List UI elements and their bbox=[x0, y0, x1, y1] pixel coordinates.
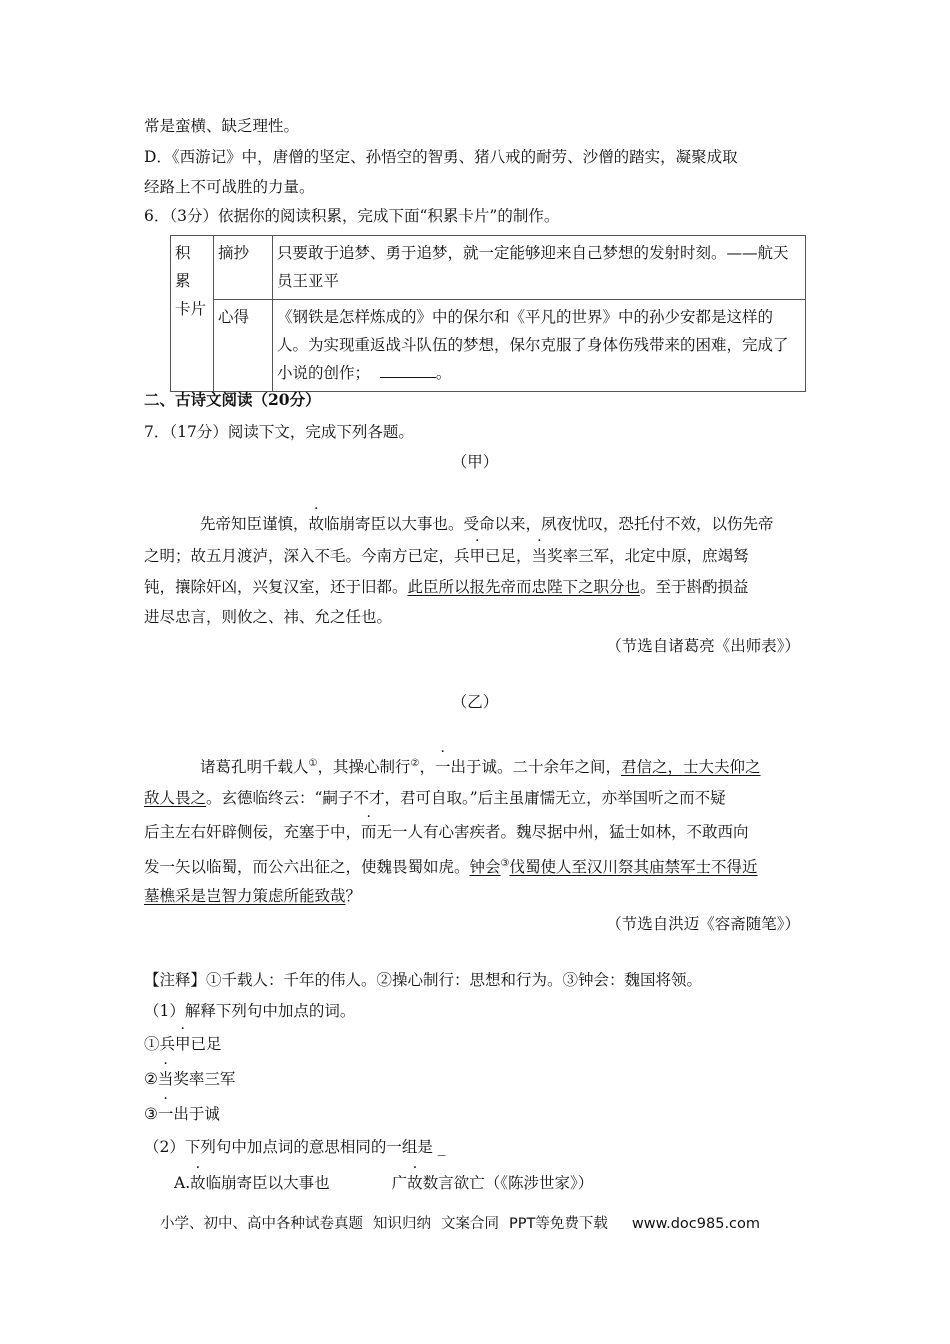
accumulation-card bbox=[170, 235, 806, 392]
passage-yi-line2: 敌人畏之。玄德临终云：“嗣子不才，君可自取。”后主虽庸懦无立，亦举国听之而不疑 bbox=[144, 789, 726, 807]
passage-jia-title: （甲） bbox=[451, 453, 499, 471]
card-excerpt-text: 只要敢于追梦、勇于追梦，就一定能够迎来自己梦想的发射时刻。——航天员王亚平 bbox=[273, 236, 806, 300]
subquestion-1-item1: ①兵甲已足 bbox=[144, 1035, 222, 1053]
subquestion-1-item3: ③一出于诚 bbox=[144, 1105, 220, 1123]
notes: 【注释】①千载人：千年的伟人。②操心制行：思想和行为。③钟会：魏国将领。 bbox=[144, 971, 703, 989]
question-7: 7．（17分）阅读下文，完成下列各题。 bbox=[144, 423, 414, 441]
card-label: 积 累 卡片 bbox=[171, 236, 214, 392]
passage-jia-source: （节选自诸葛亮《出师表》） bbox=[606, 637, 800, 655]
option-d-line1: D．《西游记》中，唐僧的坚定、孙悟空的智勇、猪八戒的耐劳、沙僧的踏实，凝聚成取 bbox=[144, 148, 738, 166]
footer-text: 小学、初中、高中各种试卷真题 bbox=[160, 1216, 363, 1232]
text-line: 常是蛮横、缺乏理性。 bbox=[144, 117, 300, 135]
passage-yi-line4: 发一矢以临蜀，而公六出征之，使魏畏蜀如虎。钟会③伐蜀使人至汉川祭其庙禁军士不得近 bbox=[144, 858, 758, 877]
section-heading: 二、古诗文阅读（20分） bbox=[144, 390, 321, 409]
answer-blank[interactable] bbox=[380, 363, 436, 378]
card-insight-cell bbox=[273, 300, 806, 392]
passage-yi-line5: 墓樵采是岂智力策虑所能致哉？ bbox=[144, 887, 362, 905]
question-6: 6．（3分）依据你的阅读积累，完成下面“积累卡片”的制作。 bbox=[144, 207, 560, 225]
option-a: A.故临崩寄臣以大事也 广故数言欲亡（《陈涉世家》） bbox=[174, 1174, 594, 1192]
passage-yi-source: （节选自洪迈《容斋随笔》） bbox=[606, 915, 800, 933]
footer-link[interactable]: www.doc985.com bbox=[631, 1216, 761, 1232]
passage-jia-line1: 先帝知臣谨慎，故临崩寄臣以大事也。受命以来，夙夜忧叹，恐托付不效，以伤先帝 bbox=[200, 515, 774, 533]
card-insight-head: 心得 bbox=[214, 300, 273, 392]
option-d-line2: 经路上不可战胜的力量。 bbox=[144, 178, 315, 196]
footer-ad bbox=[160, 1212, 770, 1233]
footer-text: 文案合同 bbox=[441, 1216, 499, 1232]
card-insight-text: 《钢铁是怎样炼成的》中的保尔和《平凡的世界》中的孙少安都是这样的人。为实现重返战斗队伍的梦想，保尔克服了身体伤残带来的困难，完成了小说的创作； bbox=[277, 308, 789, 382]
passage-yi-title: （乙） bbox=[451, 693, 499, 711]
card-insight-end: 。 bbox=[435, 364, 452, 382]
passage-jia-line4: 进尽忠言，则攸之、祎、允之任也。 bbox=[144, 608, 393, 626]
card-excerpt-head: 摘抄 bbox=[214, 236, 273, 300]
footer-text: 知识归纳 bbox=[373, 1216, 431, 1232]
passage-yi-line1: 诸葛孔明千载人①，其操心制行②，一出于诚。二十余年之间，君信之，士大夫仰之 bbox=[200, 758, 761, 777]
subquestion-2: （2）下列句中加点词的意思相同的一组是 _ bbox=[144, 1138, 446, 1156]
passage-jia-line2: 之明；故五月渡泸，深入不毛。今南方已定，兵甲已足，当奖率三军，北定中原，庶竭驽 bbox=[144, 547, 749, 565]
passage-jia-line3: 钝，攘除奸凶，兴复汉室，还于旧都。此臣所以报先帝而忠陛下之职分也。至于斟酌损益 bbox=[144, 578, 749, 596]
footer-text: PPT等免费下载 bbox=[509, 1216, 608, 1232]
subquestion-1-item2: ②当奖率三军 bbox=[144, 1070, 236, 1088]
subquestion-1: （1）解释下列句中加点的词。 bbox=[144, 1002, 356, 1020]
passage-yi-line3: 后主左右奸辟侧佞，充塞于中，而无一人有心害疾者。魏尽据中州，猛士如林，不敢西向 bbox=[144, 823, 749, 841]
